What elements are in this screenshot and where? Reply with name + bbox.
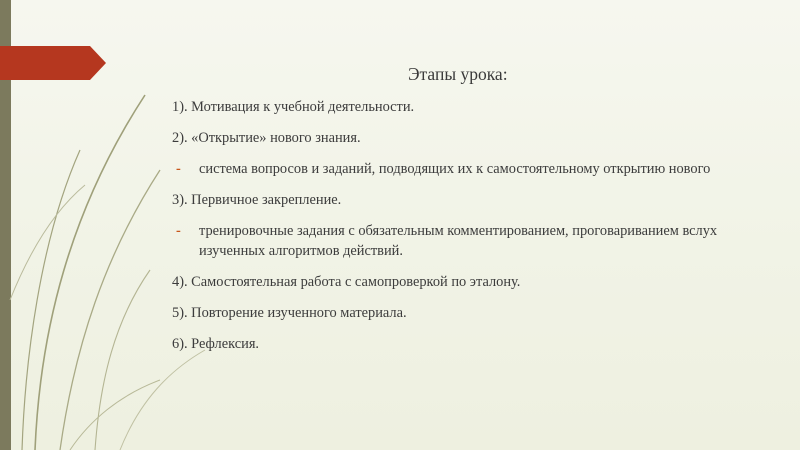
bullet-item-text: система вопросов и заданий, подводящих их к самостоятельному открытию нового: [199, 161, 711, 177]
bullet-item-text: тренировочные задания с обязательным комментированием, проговариванием вслух изученных алгоритмов действий.: [199, 223, 718, 259]
list-item-1: 1). Мотивация к учебной деятельности.: [172, 99, 415, 115]
list-item-3: 3). Первичное закрепление.: [172, 192, 342, 208]
dash-bullet-icon: -: [176, 161, 181, 177]
bullet-item-2: [172, 221, 772, 261]
slide-title: Этапы урока:: [408, 64, 508, 84]
list-item-4: 4). Самостоятельная работа с самопроверкой по эталону.: [172, 274, 521, 290]
red-arrow-tab: [0, 46, 106, 80]
list-item-5: 5). Повторение изученного материала.: [172, 305, 407, 321]
bullet-item-1: [172, 159, 772, 179]
slide-content: [172, 64, 772, 365]
dash-bullet-icon: -: [176, 223, 181, 239]
list-item-6: 6). Рефлексия.: [172, 336, 260, 352]
list-item-2: 2). «Открытие» нового знания.: [172, 130, 361, 146]
